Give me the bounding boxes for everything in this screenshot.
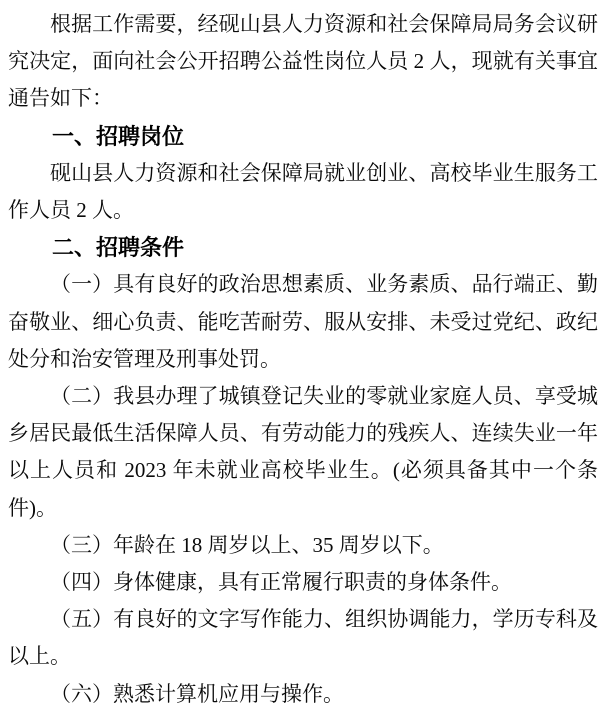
section-2-heading: 二、招聘条件 (52, 235, 185, 261)
condition-item-6: （六）熟悉计算机应用与操作。 (50, 681, 344, 706)
section-1-heading: 一、招聘岗位 (52, 123, 185, 149)
condition-item-3: （三）年龄在 18 周岁以上、35 周岁以下。 (50, 532, 444, 557)
condition-item-1: （一）具有良好的政治思想素质、业务素质、品行端正、勤奋敬业、细心负责、能吃苦耐劳、服从安排、未受过党纪、政纪处分和治安管理及刑事处罚。 (8, 272, 598, 371)
condition-item-2: （二）我县办理了城镇登记失业的零就业家庭人员、享受城乡居民最低生活保障人员、有劳动能力的残疾人、连续失业一年以上人员和 2023 年未就业高校毕业生。(必须具备其中一个条件)。 (8, 384, 598, 520)
condition-item-5: （五）有良好的文字写作能力、组织协调能力，学历专科及以上。 (8, 607, 598, 669)
intro-paragraph: 根据工作需要，经砚山县人力资源和社会保障局局务会议研究决定，面向社会公开招聘公益性岗位人员 2 人，现就有关事宜通告如下： (8, 12, 598, 111)
condition-item-4: （四）身体健康，具有正常履行职责的身体条件。 (50, 570, 512, 595)
section-1-paragraph: 砚山县人力资源和社会保障局就业创业、高校毕业生服务工作人员 2 人。 (8, 160, 598, 223)
